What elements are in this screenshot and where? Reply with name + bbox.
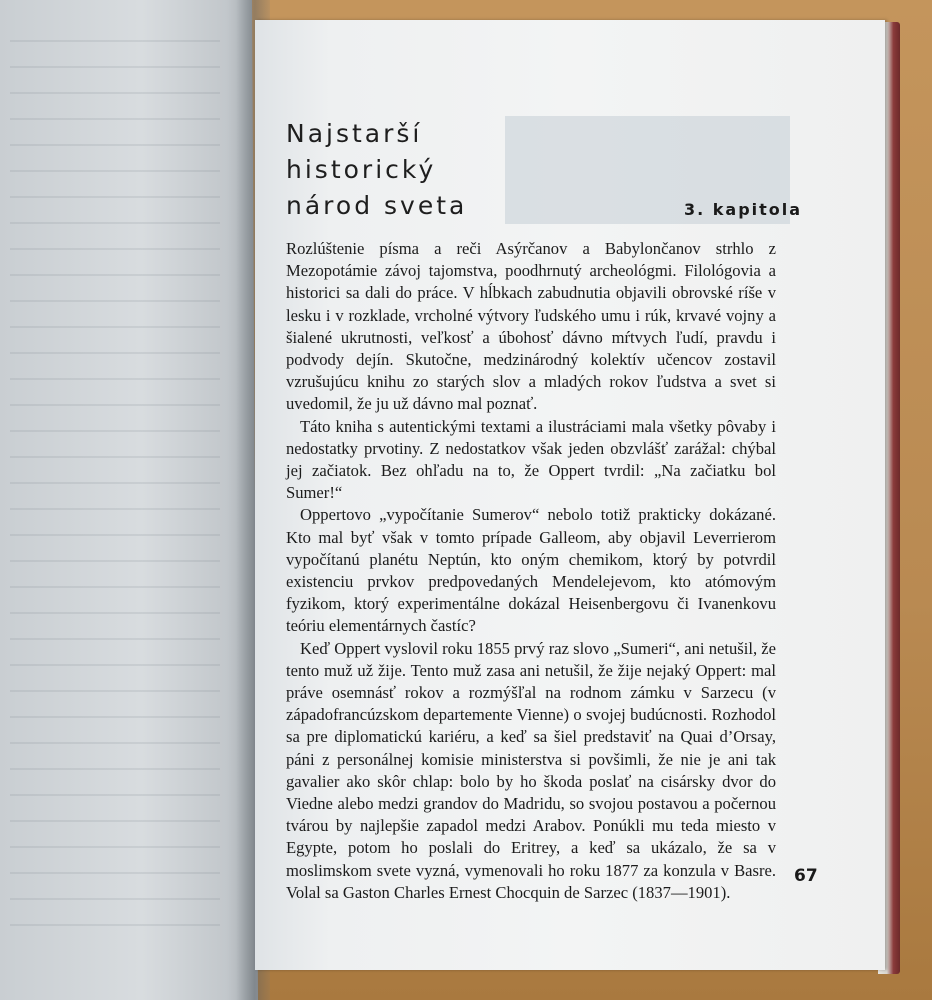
left-page: [0, 0, 258, 1000]
paragraph: Táto kniha s autentickými textami a ilustráciami mala všetky pôvaby i nedostatky prvotiny. Z nedostatkov však jeden obzvlášť zarážal: chýbal jej začiatok. Bez ohľadu na to, že Oppert tvrdil: „Na začiatku bol Sumer!“: [286, 416, 776, 503]
paragraph: Keď Oppert vyslovil roku 1855 prvý raz slovo „Sumeri“, ani netušil, že tento muž už žije. Tento muž zasa ani netušil, že žije nejaký Oppert: mal práve osemnásť rokov a rozmýšľal na rodnom zámku v Sarzecu (v západofrancúzskom departemente Vienne) o svojej budúcnosti. Rozhodol sa pre diplomatickú kariéru, a keď sa šiel predstaviť na Quai d’Orsay, páni z personálnej komisie ministerstva si povšimli, že nie je ani tak gavalier ako skôr chlap: bolo by ho škoda poslať na cisársky dvor do Viedne alebo medzi grandov do Madridu, so svojou postavou a počernou tvárou by najlepšie zapadol medzi Arabov. Ponúkli mu teda miesto v Egypte, potom ho poslali do Eritrey, a keď sa ukázalo, že sa v moslimskom svete vyzná, vymenovali ho roku 1877 za konzula v Basre. Volal sa Gaston Charles Ernest Chocquin de Sarzec (1837—1901).: [286, 638, 776, 902]
body-text: [286, 238, 776, 904]
chapter-title: [286, 116, 516, 224]
chapter-title-line-2: historický: [286, 155, 437, 184]
chapter-label: 3. kapitola: [684, 200, 803, 219]
left-page-ghost-text: [10, 40, 220, 940]
paragraph: Oppertovo „vypočítanie Sumerov“ nebolo totiž prakticky dokázané. Kto mal byť však v tomto prípade Galleom, aby objavil Leverrierom vypočítanú planétu Neptún, kto oným chemikom, ktorý by potvrdil existenciu prvkov predpovedaných Mendelejevom, kto atómovým fyzikom, ktorý experimentálne dokázal Heisenbergovu či Ivanenkovu teóriu elementárnych častíc?: [286, 505, 776, 636]
chapter-title-line-3: národ sveta: [286, 191, 468, 220]
page-number: 67: [794, 866, 818, 886]
paragraph: Rozlúštenie písma a reči Asýrčanov a Babylončanov strhlo z Mezopotámie závoj tajomstva, poodhrnutý archeológmi. Filológovia a historici sa dali do práce. V hĺbkach zabudnutia objavili obrovské ríše v lesku i v rozklade, vrcholné výtvory ľudského umu i rúk, krvavé vojny a šialené ukrutnosti, veľkosť a úbohosť dávno mŕtvych ľudí, pravdu i podvody dejín. Skutočne, medzinárodný kolektív učencov zostavil vzrušujúcu knihu zo starých slov a mladých rokov ľudstva a svet si uvedomil, že ju už dávno mal poznať.: [286, 239, 776, 414]
chapter-title-line-1: Najstarší: [286, 119, 423, 148]
